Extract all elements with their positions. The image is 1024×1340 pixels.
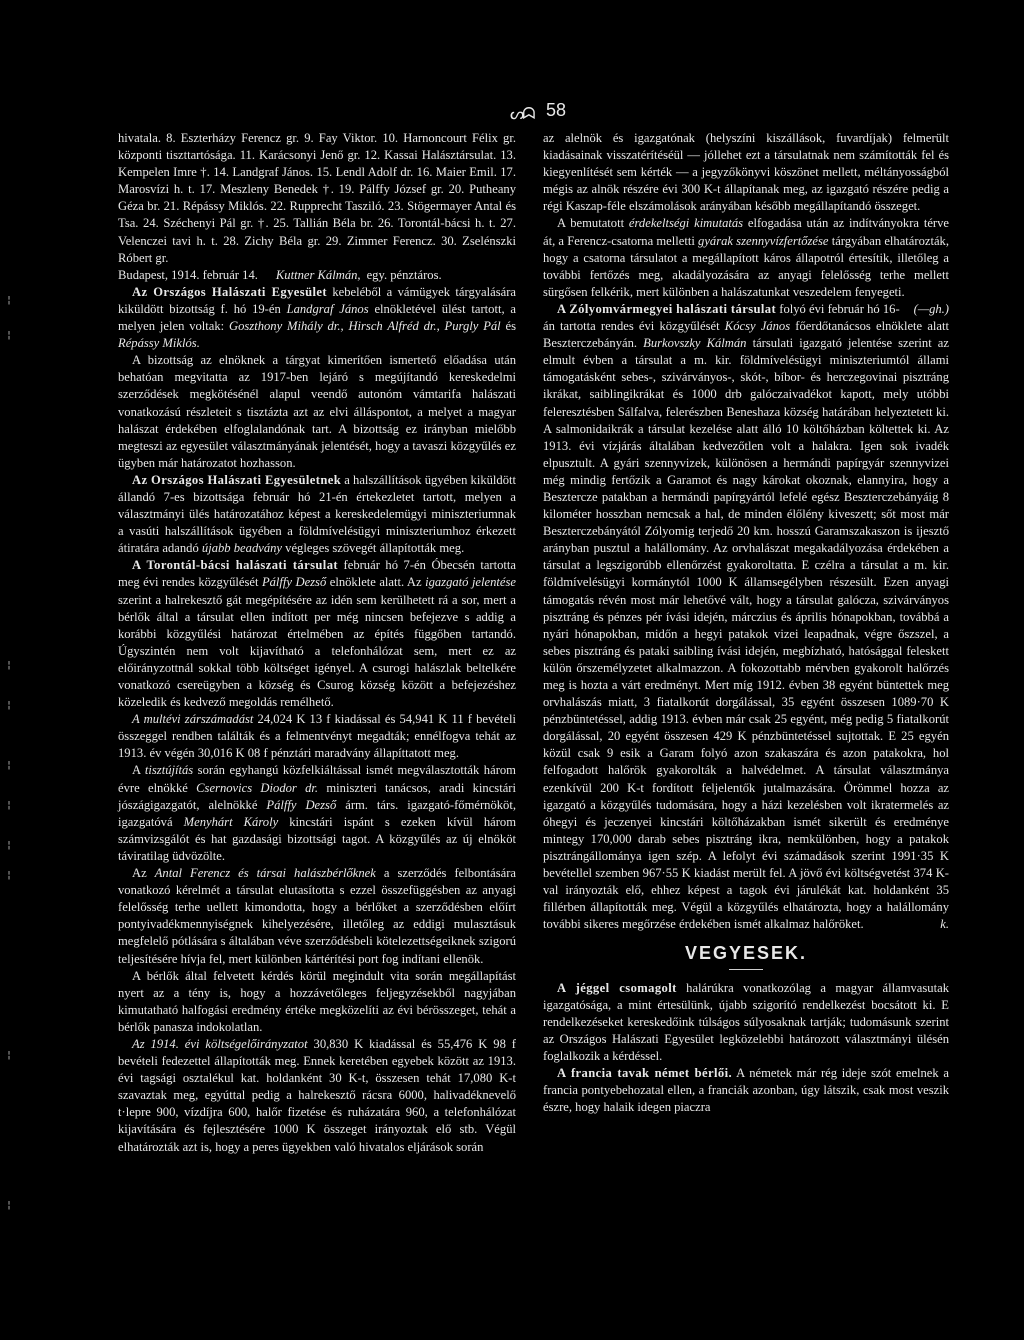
- margin-mark: ¦: [6, 295, 13, 306]
- margin-mark: ¦: [6, 660, 13, 671]
- italic-run: igazgató jelentése: [425, 575, 516, 590]
- member-list-paragraph: hivatala. 8. Eszterházy Ferencz gr. 9. Fay Viktor. 10. Harnoncourt Félix gr. központi tiszttartósága. 11. Karácsonyi Jenő gr. 12. Kassai Halásztársulat. 13. Kempelen Imre †. 14. Landgraf János. 15. Lendl Adolf dr. 16. Maier Emil. 17. Marosvízi h. t. 17. Meszleny Benedek †. 19. Pálffy József gr. 20. Putheany Géza br. 21. Répássy Miklós. 22. Rupprecht Tasziló. 23. Stögermayer Antal és Tsa. 24. Széchenyi Pál gr. †. 25. Tallián Béla br. 26. Torontál-bácsi h. t. 27. Velenczei tavi h. t. 28. Zichy Béla gr. 29. Zimmer Ferencz. 30. Zselénszki Róbert gr.: [118, 131, 516, 265]
- paragraph-budget-1914: [118, 1036, 516, 1156]
- text-run: a halszállítások ügyében kiküldött állandó 7-es bizottsága február hó 21-én értekezletet tartott, melyen a választmányi ülés határozatához képest a kereskedelemügyi miniszteriumnak a vasúti halszállítások ügyében a földmívelésügyi miniszteriumhoz érkezett átiratára adandó: [118, 472, 517, 556]
- bold-lead: A Torontál-bácsi halászati társulat: [132, 558, 338, 573]
- signature-name: Kuttner Kálmán,: [275, 267, 361, 282]
- paragraph-french-lakes: [543, 1065, 949, 1116]
- text-run: kincstári ispánt s ezeken kívül három számvizsgálót és hat gazdasági bizottsági tagot. A közgyűlés az új elnököt táviratilag üdvözölte.: [118, 814, 516, 863]
- margin-mark: ¦: [6, 700, 13, 711]
- margin-mark: ¦: [6, 840, 13, 851]
- margin-mark: ¦: [6, 1050, 13, 1061]
- paragraph-fish-transport: [118, 472, 516, 557]
- paragraph-ice-packed: [543, 980, 949, 1065]
- italic-run: Antal Ferencz és társai halászbérlőknek: [154, 866, 376, 881]
- paragraph-closing-accounts: [118, 711, 516, 762]
- italic-run: újabb beadvány: [201, 541, 283, 556]
- text-run: halárúkra vonatkozólag a magyar államvasutak igazgatósága, a mint értesülünk, újabb szigorító rendelkezést bocsátott ki. E rendelkezéseket kereskedőink túlságos súlyosaknak tartják; tudomásunk szerint az Országos Halászati Egyesület legközelebbi határozott választmányi ülésén foglalkozik a kérdéssel.: [543, 980, 949, 1063]
- italic-run: érdekeltségi kimutatás: [628, 216, 744, 231]
- text-run: végleges szövegét állapították meg.: [282, 541, 465, 556]
- author-signature: k.: [940, 917, 949, 932]
- page-number: 58: [546, 100, 567, 120]
- margin-mark: ¦: [6, 330, 13, 341]
- text-run: során egyhangú közfelkiáltással ismét megválasztották három évre elnökké: [118, 763, 516, 795]
- italic-run: Menyhárt Károly: [183, 814, 279, 829]
- margin-mark: ¦: [6, 800, 13, 811]
- left-column: [118, 130, 516, 1156]
- header-ornament-icon: ᔕᗣ: [510, 106, 534, 123]
- text-run: A németek már rég ideje szót emelnek a francia pontyebehozatal ellen, a franciák azonban, úgy látszik, csak most veszik észre, hogy halaik idegen piaczra: [543, 1065, 949, 1115]
- text-run: 30,830 K kiadással és 55,476 K 98 f bevételi fedezettel állapították meg. Ennek keretében egyebek között az 1913. évi tagsági osztalékul kat. holdanként 30 K-t, összesen tehát 17,080 K-t szavaztak meg, egyúttal pedig a halrekesztő rácsra 6000, halivadéknevelő t·lepre 900, vízdíjra 600, halőr fizetése és ruházatára 960, a telefonhálózat kijavítására és fejlesztésére 1000 K összeget irányoztak elő stb. Végül elhatározták azt is, hogy a peres ügyekben való hivatalos eljárások során: [118, 1036, 517, 1154]
- signature-role: egy. pénztáros.: [366, 267, 442, 282]
- paragraph-zolyom: [543, 301, 949, 933]
- text-run: árm. társ. igazgató-főmérnököt, igazgatóvá: [118, 797, 517, 829]
- margin-mark: ¦: [6, 870, 13, 881]
- text-run: 24,024 K 13 f kiadással és 54,941 K 11 f bevételi összeggel rendben találták és a felmentvényt megadták; ennélfogva tehát az 1913. év végén 30,016 K 08 f pénztári maradvány állapíttatott meg.: [118, 712, 516, 761]
- text-run: elfogadása után az indítványokra térve át, a Ferencz-csatorna melletti: [543, 216, 949, 248]
- italic-run: Pálffy Dezső: [266, 797, 337, 812]
- bold-lead: A jéggel csomagolt: [557, 980, 677, 995]
- italic-run: tisztújítás: [144, 763, 194, 778]
- text-run: Az: [132, 866, 155, 881]
- text-run: tárgyában elhatározták, hogy a csatorna társulatot a megállapított káros állapotról értesítik, illetőleg a további fertőzés meg, akadályozására az anyagi felelősség terhe mellett sürgősen felkérik, mert különben a halászatunkat veszedelem fenyegeti.: [543, 233, 949, 299]
- text-run: főerdőtanácsos elnöklete alatt Beszterczebányán.: [543, 319, 949, 351]
- signature-place-date: Budapest, 1914. február 14.: [118, 267, 258, 282]
- page-header: [510, 100, 710, 124]
- text-run: és: [500, 319, 517, 334]
- text-run: február hó 7-én Óbecsén tartotta meg évi rendes közgyűlését: [118, 558, 516, 590]
- paragraph-lessees: [118, 865, 516, 968]
- signature-line: [118, 267, 516, 284]
- heading-rule: [729, 969, 763, 970]
- author-signature: (—gh.): [913, 301, 949, 316]
- text-run: szerint a halrekesztő gát megépítésére az idén sem kerülhetett rá a sor, mert a bérlők által a társulat ellen indított per még nincsen befejezve s addig a korábbi közgyűlési határozat értelmében az építés függőben tartandó. Úgyszintén nem volt kijavítható a telefonhálózat sem, mert ez az előirányzottnál sokkal több költséget igényel. A csurogi halászlak beltelkére vonatkozó csereügyben a község és Csurog község között a befejezéshez közeledik és kedvező megoldás remélhető.: [118, 592, 516, 710]
- italic-run: Az 1914. évi költségelőirányzatot: [132, 1036, 308, 1051]
- bold-lead: A francia tavak német bérlői.: [557, 1065, 733, 1080]
- text-run: miniszteri tanácsos, aradi kincstári jószágigazgatót, alelnökké: [118, 780, 516, 812]
- italic-run: Répássy Miklós.: [118, 336, 200, 351]
- paragraph-expenses: az alelnök és igazgatónak (helyszíni kiszállások, fuvardíjak) felmerült kiadásainak visszatérítéséül — jóllehet ezt a társulatnak nem számították fel és kiegyenlítését sem kérték — a jegyzőkönyvi köszönet mellett, méltányosságból mégis az alnök részére évi 300 K-t állapítanak meg, az igazgató részére pedig a régi Kaszap-féle elszámolások arányában később megállapítandó összeget.: [543, 131, 949, 214]
- text-run: társulati igazgató jelentése szerint az elmult évben a társulat a m. kir. földmívelésügyi miniszteriumtól állami támogatásként sebes-, szivárványos-, skót-, bíbor- és herczegovinai pisztráng ikrákat, saiblingikrákat és 1000 drb galóczaivadékot kapott, mely utóbbi feleresztésben Sálfalva, felerészben Beneshaza község határában helyeztetett ki. A salmonidaikrák a társulat kezelése alatt álló 10 költőházban költettek ki. Az 1913. évi vízjárás általában kedvezőtlen volt a halakra. Igen sok ivadék elpusztult. A gyári szennyvizek, különösen a hermándi papírgyár szennyvizei még mindig fertőzik a Garamot és nagy károkat okoznak, elannyira, hogy a Besztercze patakban a hermándi papírgyártól lefelé egész Beszterczebányáig 8 kilométer hosszban nemcsak a hal, de minden élőlény kiveszett; sőt most már Beszterczebányától Zólyomig terjedő 20 km. hosszú Garamszakaszon is ijesztő arányban pusztul a halállomány. Az orvhalászat megakadályozása érdekében a társulat a legszigorúbb ellenőrzést gyakoroltatta. E czélra a társulat a m. kir. földmívelésügyi kormánytól 1000 K államsegélyben részesült. Ezen anyagi támogatás révén most már lehetővé vált, hogy a társulat galócza, szivárványos pisztráng és pénzes pér ívási idején, márczius és április hónapokban, továbbá a nyári hónapokban, midőn a hegyi patakok vizei leapadnak, végre őszszel, a sebes pisztráng és pataki saibling ívási idején, megbízható, hatósággal feleskett külön őrszemélyzetet alkalmazzon. A fokozottabb mérvben gyakorolt halőrzés meg is hozta a várt eredményt. Mert míg 1912. évben 38 egyént büntettek meg orvhalászás miatt, 3 fiatalkorút dorgálással, 35 egyént összesen 1089·70 K pénzbüntetéssel, addig 1913. évben már csak 25 egyént, még pedig 5 fiatalkorút dorgálással, 20 egyént összesen 429 K pénzbüntetéssel sujtottak. E 25 egyén közül csak 9 esik a Garam folyó azon szakaszára és azon patakokra, hol felfogadott halőrök gyakorolták a halvédelmet. A társulat választmánya ezenkívül 200 K-t fordított feljelentők jutalmazására. Örömmel hozza az igazgató a közgyűlés tudomására, hogy a házi kezelésben volt ikratermelés az óhegyi és jeczenyei kincstári költőházakban ismét sikerült és eredménye mintegy 170,000 darab sebes pisztráng ikra, nemkülönben, hogy a patakok pisztrángállománya igen szép. A lefolyt évi számadások szerint 1991·35 K bevétellel szemben 967·55 K kiadást merült fel. A jövő évi költségvetést 374 K-val irányozták elő, ehhez képest a tagok évi járulékát kat. holdanként 35 fillérben állapították meg. Végül a közgyűlés elhatározta, hogy a halállomány további sikeres megőrzése érdekében ismét alkalmaz halőröket.: [543, 336, 949, 932]
- text-run: A bemutatott: [557, 216, 629, 231]
- section-heading: VEGYESEK.: [684, 943, 808, 964]
- italic-run: Kócsy János: [724, 319, 791, 334]
- paragraph-customs-committee: [118, 284, 516, 352]
- italic-run: gyárak szennyvízfertőzése: [698, 233, 829, 248]
- italic-run: Goszthony Mihály dr., Hirsch Alfréd dr., Purgly Pál: [229, 319, 501, 334]
- paragraph-lessee-debate: A bérlők által felvetett kérdés körül megindult vita során megállapítást nyert az a tény is, hogy a hozzávetőleges feljegyzésekből nagyjában kimutatható halfogási eredmény értéke megközelíti az évi bérösszeget, tehát a bérlők panasza indokolatlan.: [118, 968, 516, 1034]
- text-run: elnökletével ülést tartott, a melyen jelen voltak:: [118, 301, 516, 334]
- margin-mark: ¦: [6, 760, 13, 771]
- paragraph-torontal-bacsi: [118, 557, 516, 711]
- paragraph-committee-discussion: A bizottság az elnöknek a tárgyat kimerítően ismertető előadása után behatóan megvitatta az 1917-ben lejáró s megújítandó kereskedelmi szerződések megkötésénél alapul veendő autonóm vámtarifa halászati vonatkozású részleteit s tisztázta azt az elvi álláspontot, a melyet a magyar halászat érdekében elfoglalandónak tart. A bizottság ez irányban mielőbb megteszi az egyesület választmányának jelentését, hogy a tavaszi közgyűlés ez ügyben már határozatot hozhasson.: [118, 353, 516, 470]
- italic-run: Landgraf János: [286, 301, 369, 316]
- text-run: a szerződés felbontására vonatkozó kérelmét a társulat elutasította s ezzel összefüggésben az anyagi felelősség terhe uellett kimondotta, hogy a bérlőket a szerződésben előírt pontyivadékmennyiségnek kihelyezésére, illetőleg az eddigi mulasztásuk megfelelő pótlására s általában véve szerződésbeli kötelezettségeiknek szigorú teljesítésére hívja fel, mert különben kártérítési port fog indítani ellenök.: [118, 866, 516, 966]
- bold-lead: A Zólyomvármegyei halászati társulat: [557, 301, 777, 316]
- italic-run: Pálffy Dezső: [261, 575, 327, 590]
- text-run: elnöklete alatt. Az: [326, 575, 426, 590]
- text-run: A: [132, 763, 145, 778]
- text-run: folyó évi február hó 16-án tartotta rendes évi közgyűlését: [543, 301, 900, 334]
- paragraph-elections: [118, 762, 516, 865]
- bold-lead: Az Országos Halászati Egyesületnek: [132, 472, 342, 487]
- right-column: [543, 130, 949, 1116]
- italic-run: A multévi zárszámadást: [132, 712, 254, 727]
- italic-run: Burkovszky Kálmán: [643, 336, 747, 351]
- bold-lead: Az Országos Halászati Egyesület: [132, 284, 327, 299]
- text-run: kebeléből a vámügyek tárgyalására kiküldött bizottság f. hó 19-én: [118, 284, 516, 316]
- margin-mark: ¦: [6, 1200, 13, 1211]
- left-margin-scan-marks: [0, 0, 60, 1340]
- italic-run: Csernovics Diodor dr.: [196, 780, 319, 795]
